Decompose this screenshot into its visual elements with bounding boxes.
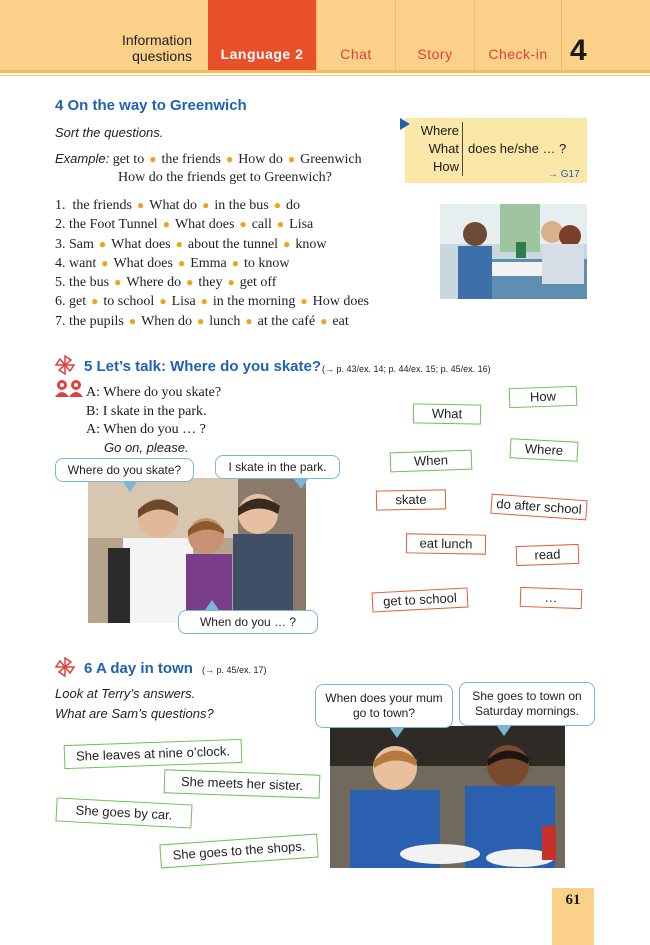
dialogue-line: B: I skate in the park. — [86, 403, 207, 419]
word-card-green[interactable]: What — [413, 403, 481, 424]
pinwheel-icon — [55, 657, 75, 677]
question-list — [55, 196, 369, 331]
bubble-tail — [123, 482, 137, 492]
list-item: 6. get ● to school ● Lisa ● in the morning ● How does — [55, 294, 369, 310]
section6-instruction-2: What are Sam’s questions? — [55, 706, 214, 721]
grammar-word: What — [428, 141, 459, 156]
speech-bubble-question: When does your mum go to town? — [315, 684, 453, 728]
word-card-red[interactable]: read — [516, 544, 580, 566]
photo-boys-eating — [330, 726, 565, 868]
dialogue-line: A: When do you … ? — [86, 422, 206, 437]
dialogue-line: A: Where do you skate? — [86, 385, 222, 400]
word-card-red[interactable]: skate — [376, 489, 446, 510]
bullet-icon: ● — [239, 217, 247, 232]
bullet-icon: ● — [273, 198, 282, 212]
bullet-icon: ● — [300, 294, 308, 309]
bubble-tail — [390, 728, 404, 738]
photo-kids-cafe — [440, 204, 587, 299]
grammar-reference-link[interactable]: → G17 — [548, 169, 580, 180]
bullet-icon: ● — [200, 294, 208, 309]
example-line — [55, 151, 362, 168]
bullet-icon: ● — [283, 236, 291, 251]
dialogue-block — [86, 384, 221, 440]
bullet-icon: ● — [245, 313, 253, 328]
example-part: How do — [238, 152, 283, 167]
answer-card[interactable]: She leaves at nine o’clock. — [64, 739, 243, 769]
pair-work-icon — [54, 379, 84, 397]
bullet-icon: ● — [149, 152, 157, 166]
word-card-green[interactable]: How — [509, 386, 578, 408]
word-card-green[interactable]: Where — [510, 438, 579, 462]
section4-instruction: Sort the questions. — [55, 125, 164, 140]
answer-card[interactable]: She goes to the shops. — [159, 834, 318, 869]
bullet-icon: ● — [162, 217, 170, 232]
bullet-icon: ● — [101, 255, 109, 270]
list-item: 1. the friends ● What do ● in the bus ● do — [55, 198, 301, 213]
section6-instruction-1: Look at Terry’s answers. — [55, 686, 196, 701]
word-card-green[interactable]: When — [390, 450, 473, 473]
bullet-icon: ● — [287, 152, 296, 166]
speech-bubble: I skate in the park. — [215, 455, 340, 479]
grammar-phrase: does he/she … ? — [468, 141, 567, 156]
bullet-icon: ● — [177, 255, 186, 270]
section5-title: 5 Let’s talk: Where do you skate? — [84, 358, 322, 375]
speech-bubble: Where do you skate? — [55, 458, 194, 482]
tab-language-2[interactable]: Language 2 — [208, 0, 316, 70]
boys-photo-illustration — [88, 478, 306, 623]
bullet-icon: ● — [114, 275, 122, 290]
bullet-icon: ● — [128, 313, 137, 328]
bullet-icon: ● — [202, 198, 210, 212]
tab-chat[interactable]: Chat — [340, 46, 372, 62]
grammar-divider — [462, 122, 463, 176]
bullet-icon: ● — [231, 255, 239, 270]
list-item: 3. Sam ● What does ● about the tunnel ● know — [55, 236, 327, 252]
header-divider — [0, 70, 650, 73]
word-card-red[interactable]: eat lunch — [406, 533, 486, 554]
list-item: 5. the bus ● Where do ● they ● get off — [55, 275, 277, 291]
bullet-icon: ● — [98, 236, 107, 251]
example-label: Example: — [55, 151, 110, 166]
header-divider-thin — [0, 75, 650, 76]
list-item: 7. the pupils ● When do ● lunch ● at the café ● eat — [55, 313, 349, 329]
bullet-icon: ● — [175, 236, 183, 251]
page-number: 61 — [565, 892, 581, 908]
bubble-tail — [497, 726, 511, 736]
grammar-word: How — [432, 159, 459, 174]
tab-check-in[interactable]: Check-in — [488, 46, 548, 62]
section6-title: 6 A day in town — [84, 660, 193, 677]
section4-title: 4 On the way to Greenwich — [55, 97, 247, 114]
word-card-red[interactable]: do after school — [490, 494, 587, 521]
grammar-question-words — [413, 122, 459, 176]
bullet-icon: ● — [197, 313, 205, 328]
bullet-icon: ● — [136, 198, 145, 212]
bullet-icon: ● — [320, 313, 328, 328]
example-part: get to — [112, 152, 145, 167]
section5-reference: (→ p. 43/ex. 14; p. 44/ex. 15; p. 45/ex. 16) — [322, 364, 491, 374]
lunch-photo-illustration — [330, 726, 565, 868]
grammar-word: Where — [420, 123, 459, 138]
header-info-line1: Information — [121, 32, 192, 48]
section6-reference: (→ p. 45/ex. 17) — [202, 665, 267, 675]
word-card-red[interactable]: … — [520, 587, 583, 609]
example-part: Greenwich — [300, 152, 362, 167]
bullet-icon: ● — [276, 217, 285, 232]
example-answer: How do the friends get to Greenwich? — [118, 170, 332, 185]
header-info-line2: questions — [132, 48, 192, 64]
word-card-red[interactable]: get to school — [372, 588, 469, 613]
bullet-icon: ● — [186, 275, 194, 290]
bubble-tail — [205, 600, 219, 610]
photo-three-boys — [88, 478, 306, 623]
go-on-text: Go on, please. — [104, 440, 189, 455]
pinwheel-icon — [55, 355, 75, 375]
bullet-icon: ● — [159, 294, 167, 309]
bullet-icon: ● — [227, 275, 235, 290]
answer-card[interactable]: She goes by car. — [55, 797, 192, 828]
header-section-label — [122, 32, 192, 64]
bullet-icon: ● — [225, 152, 234, 166]
cafe-photo-illustration — [440, 204, 587, 299]
list-item: 4. want ● What does ● Emma ● to know — [55, 255, 290, 271]
tab-story[interactable]: Story — [417, 46, 453, 62]
list-item: 2. the Foot Tunnel ● What does ● call ● Lisa — [55, 217, 314, 233]
speech-bubble-answer: She goes to town on Saturday mornings. — [459, 682, 595, 726]
chapter-number: 4 — [570, 34, 587, 67]
triangle-pointer-icon — [400, 118, 410, 130]
example-part: the friends — [161, 152, 221, 167]
bubble-tail — [294, 479, 308, 489]
speech-bubble: When do you … ? — [178, 610, 318, 634]
answer-card[interactable]: She meets her sister. — [164, 769, 321, 798]
tab-separator — [561, 0, 562, 70]
bullet-icon: ● — [91, 294, 99, 309]
